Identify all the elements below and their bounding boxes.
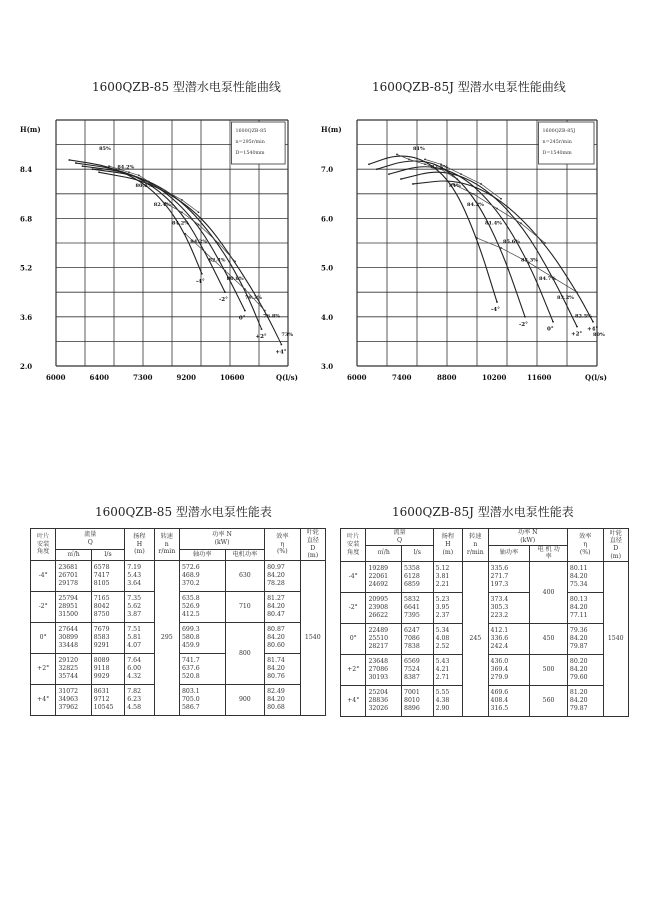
th-ls: l/s [402, 545, 434, 562]
cell-shaft-power: 635.8 526.9 412.5 [179, 592, 225, 623]
th-angle: 叶片 安装 角度 [341, 529, 366, 562]
efficiency-label: 81.4% [485, 220, 502, 227]
x-tick-label: 6000 [347, 373, 367, 382]
y-tick-label: 4.0 [321, 312, 334, 322]
data-point [368, 163, 370, 165]
cell-shaft-power: 741.7 637.6 520.8 [179, 654, 225, 685]
efficiency-label: 85.6% [503, 239, 520, 245]
cell-ls: 8631 9712 10545 [91, 685, 124, 716]
blade-angle-label: +4° [275, 349, 287, 356]
legend-text: n=295r/min [235, 140, 265, 145]
efficiency-label: 82.4% [208, 257, 226, 264]
cell-shaft-power: 412.1 336.6 242.4 [488, 624, 530, 655]
cell-efficiency: 79.36 84.20 79.87 [567, 624, 603, 655]
data-point [376, 168, 378, 170]
y-tick-label: 7.0 [321, 165, 334, 175]
series-line [92, 169, 261, 329]
cell-ls: 5358 6128 6859 [402, 562, 434, 593]
cell-efficiency: 82.49 84.20 80.68 [265, 685, 300, 716]
cell-motor-power: 800 [225, 623, 265, 685]
efficiency-label: 80% [593, 332, 605, 338]
efficiency-label: 85.3% [521, 257, 538, 264]
data-point [400, 178, 402, 180]
cell-m3h: 22489 25510 28217 [366, 624, 402, 655]
th-angle: 叶片 安装 角度 [31, 529, 56, 561]
cell-speed: 295 [154, 561, 179, 716]
cell-angle: +2° [31, 654, 56, 685]
data-point [244, 310, 246, 312]
chart1-title: 1600QZB-85 型潜水电泵性能曲线 [92, 80, 281, 94]
x-tick-label: 6400 [89, 373, 109, 382]
efficiency-label: 83.2% [557, 294, 574, 301]
series-line [83, 166, 245, 311]
cell-head: 5.43 4.21 2.71 [433, 655, 463, 686]
series-line [369, 156, 497, 302]
cell-m3h: 29120 32825 35744 [56, 654, 91, 685]
cell-angle: -2° [341, 593, 366, 624]
data-point [201, 273, 203, 275]
chart2-title: 1600QZB-85J 型潜水电泵性能曲线 [372, 80, 566, 94]
y-tick-label: 8.4 [20, 165, 33, 175]
y-axis-label: H(m) [321, 125, 342, 134]
cell-motor-power: 630 [225, 561, 265, 592]
y-tick-label: 5.2 [20, 263, 33, 273]
cell-shaft-power: 436.0 369.4 279.9 [488, 655, 530, 686]
data-point [496, 301, 498, 303]
efficiency-label: 79.3% [244, 294, 262, 301]
series-line [99, 172, 281, 344]
table2-header-row [341, 529, 629, 546]
th-shaft-power: 轴功率 [488, 545, 530, 562]
cell-diameter: 1540 [603, 562, 629, 717]
th-speed: 转速 n r/min [154, 529, 179, 561]
efficiency-label: 84.2% [117, 164, 135, 171]
cell-m3h: 19289 22061 24692 [366, 562, 402, 593]
cell-shaft-power: 335.6 271.7 197.3 [488, 562, 530, 593]
legend-text: n=245r/min [542, 140, 572, 145]
cell-motor-power: 500 [530, 655, 568, 686]
th-diameter: 叶轮 直径 D (m) [603, 529, 629, 562]
cell-angle: +2° [341, 655, 366, 686]
blade-angle-label: -2° [219, 297, 228, 304]
x-tick-label: 8800 [437, 373, 457, 382]
x-axis-label: Q(l/s) [276, 373, 298, 382]
th-flow: 流量 Q [366, 529, 433, 546]
data-point [261, 328, 263, 330]
th-m3h: ㎥/h [366, 545, 402, 562]
x-tick-label: 10200 [482, 373, 507, 382]
cell-ls: 6247 7086 7838 [402, 624, 434, 655]
chart1-performance-curve [20, 118, 300, 388]
x-tick-label: 6000 [46, 373, 66, 382]
cell-ls: 6569 7524 8387 [402, 655, 434, 686]
cell-motor-power: 450 [530, 624, 568, 655]
cell-ls: 5832 6641 7395 [402, 593, 434, 624]
data-point [82, 165, 84, 167]
cell-head: 7.51 5.81 4.07 [125, 623, 154, 654]
x-tick-label: 10600 [220, 373, 245, 382]
blade-angle-label: +2° [255, 334, 267, 341]
data-point [224, 291, 226, 293]
data-point [98, 171, 100, 173]
cell-head: 5.12 3.81 2.21 [433, 562, 463, 593]
legend-text: 1600QZB-85 [235, 129, 267, 134]
legend-text: 1600QZB-85J [542, 129, 576, 134]
table2-title: 1600QZB-85J 型潜水电泵性能表 [392, 505, 574, 519]
cell-angle: +4° [31, 685, 56, 716]
cell-speed: 245 [463, 562, 488, 717]
cell-efficiency: 81.27 84.20 80.47 [265, 592, 300, 623]
blade-angle-label: 0° [238, 315, 246, 322]
cell-angle: -2° [31, 592, 56, 623]
efficiency-label: 73% [281, 332, 294, 338]
x-tick-label: 9200 [176, 373, 196, 382]
th-power: 功率 N (kW) [488, 529, 567, 546]
table1-title: 1600QZB-85 型潜水电泵性能表 [95, 505, 272, 519]
th-speed: 转速 n r/min [463, 529, 488, 562]
blade-angle-label: -4° [491, 307, 500, 314]
cell-angle: 0° [31, 623, 56, 654]
table1-performance [30, 528, 326, 716]
cell-shaft-power: 572.6 468.9 370.2 [179, 561, 225, 592]
data-point [68, 159, 70, 161]
series-line [389, 164, 553, 322]
cell-shaft-power: 803.1 705.0 586.7 [179, 685, 225, 716]
data-point [75, 162, 77, 164]
efficiency-label: 80.8% [226, 276, 244, 283]
efficiency-label: 76.8% [263, 313, 281, 320]
chart2-performance-curve [321, 118, 610, 388]
cell-m3h: 31072 34963 37962 [56, 685, 91, 716]
blade-angle-label: -4° [195, 278, 205, 285]
y-tick-label: 5.0 [321, 263, 334, 273]
blade-angle-label: -2° [519, 321, 528, 328]
table2-performance [340, 528, 629, 717]
cell-efficiency: 80.13 84.20 77.11 [567, 593, 603, 624]
cell-motor-power: 560 [530, 686, 568, 717]
cell-head: 7.35 5.62 3.87 [125, 592, 154, 623]
th-shaft-power: 轴功率 [179, 549, 225, 560]
cell-efficiency: 80.20 84.20 79.60 [567, 655, 603, 686]
y-axis-label: H(m) [20, 125, 41, 134]
cell-efficiency: 80.11 84.20 75.34 [567, 562, 603, 593]
efficiency-label: 84.7% [539, 276, 556, 283]
blade-angle-label: +4° [587, 326, 599, 333]
th-motor-power: 电 机 功 率 [530, 545, 568, 562]
efficiency-curve [165, 203, 235, 261]
cell-head: 5.34 4.08 2.52 [433, 624, 463, 655]
cell-efficiency: 80.87 84.20 80.60 [265, 623, 300, 654]
cell-motor-power: 400 [530, 562, 568, 624]
efficiency-label: 84% [449, 183, 461, 190]
table1-header-row [31, 529, 326, 550]
cell-m3h: 23681 26701 29178 [56, 561, 91, 592]
th-diameter: 叶轮 直径 D (m) [300, 529, 325, 561]
blade-angle-label: 0° [547, 326, 554, 333]
cell-angle: 0° [341, 624, 366, 655]
efficiency-label: 85% [99, 146, 111, 152]
series-line [401, 172, 577, 326]
cell-shaft-power: 469.6 408.4 316.5 [488, 686, 530, 717]
cell-m3h: 25794 28951 31500 [56, 592, 91, 623]
efficiency-label: 80.8% [135, 183, 153, 190]
data-point [552, 321, 554, 323]
th-ls: l/s [91, 549, 124, 560]
y-tick-label: 6.8 [20, 214, 33, 224]
cell-head: 5.55 4.38 2.90 [433, 686, 463, 717]
th-head: 扬程 H (m) [433, 529, 463, 562]
efficiency-curve [477, 238, 577, 292]
legend-text: D=1540mm [235, 151, 265, 156]
cell-diameter: 1540 [300, 561, 325, 716]
x-tick-label: 11600 [527, 373, 552, 382]
cell-head: 7.19 5.43 3.64 [125, 561, 154, 592]
blade-angle-label: +2° [571, 331, 583, 338]
y-tick-label: 3.6 [20, 312, 33, 322]
th-efficiency: 效率 η (%) [265, 529, 300, 561]
th-m3h: ㎥/h [56, 549, 91, 560]
efficiency-label: 82.5% [431, 164, 448, 171]
th-motor-power: 电机功率 [225, 549, 265, 560]
cell-m3h: 20995 23908 26622 [366, 593, 402, 624]
th-power: 功率 N (kW) [179, 529, 264, 550]
cell-head: 7.64 6.00 4.32 [125, 654, 154, 685]
cell-m3h: 25204 28836 32026 [366, 686, 402, 717]
cell-efficiency: 81.20 84.20 79.87 [567, 686, 603, 717]
efficiency-label: 82.5% [575, 313, 592, 320]
efficiency-label: 84.2% [467, 201, 484, 208]
th-head: 扬程 H (m) [125, 529, 154, 561]
cell-ls: 7165 8042 8750 [91, 592, 124, 623]
cell-efficiency: 80.97 84.20 78.28 [265, 561, 300, 592]
table-row [341, 562, 629, 593]
cell-ls: 6578 7417 8105 [91, 561, 124, 592]
cell-m3h: 23648 27086 30193 [366, 655, 402, 686]
cell-shaft-power: 699.3 580.8 459.9 [179, 623, 225, 654]
th-efficiency: 效率 η (%) [567, 529, 603, 562]
x-axis-label: Q(l/s) [585, 373, 607, 382]
y-tick-label: 6.0 [321, 214, 334, 224]
efficiency-label: 81% [413, 146, 425, 152]
th-flow: 流量 Q [56, 529, 125, 550]
efficiency-label: 84.2% [190, 239, 208, 245]
data-point [576, 326, 578, 328]
cell-ls: 8089 9118 9929 [91, 654, 124, 685]
efficiency-label: 82.4% [153, 201, 171, 208]
cell-head: 5.23 3.95 2.37 [433, 593, 463, 624]
data-point [412, 183, 414, 185]
cell-angle: -4° [341, 562, 366, 593]
y-tick-label: 2.0 [20, 362, 33, 371]
cell-angle: -4° [31, 561, 56, 592]
cell-m3h: 27644 30899 33448 [56, 623, 91, 654]
data-point [388, 173, 390, 175]
cell-ls: 7001 8010 8896 [402, 686, 434, 717]
cell-shaft-power: 373.4 305.3 223.2 [488, 593, 530, 624]
data-point [92, 168, 94, 170]
cell-ls: 7679 8583 9291 [91, 623, 124, 654]
x-tick-label: 7300 [133, 373, 153, 382]
cell-head: 7.82 6.23 4.58 [125, 685, 154, 716]
data-point [280, 344, 282, 346]
cell-angle: +4° [341, 686, 366, 717]
cell-efficiency: 81.74 84.20 80.76 [265, 654, 300, 685]
x-tick-label: 7400 [392, 373, 412, 382]
table-row [31, 561, 326, 592]
data-point [524, 316, 526, 318]
legend-text: D=1540mm [542, 151, 572, 156]
efficiency-label: 84.2% [172, 220, 189, 227]
y-tick-label: 3.0 [321, 362, 334, 371]
cell-motor-power: 900 [225, 685, 265, 716]
cell-motor-power: 710 [225, 592, 265, 623]
data-point [592, 321, 594, 323]
